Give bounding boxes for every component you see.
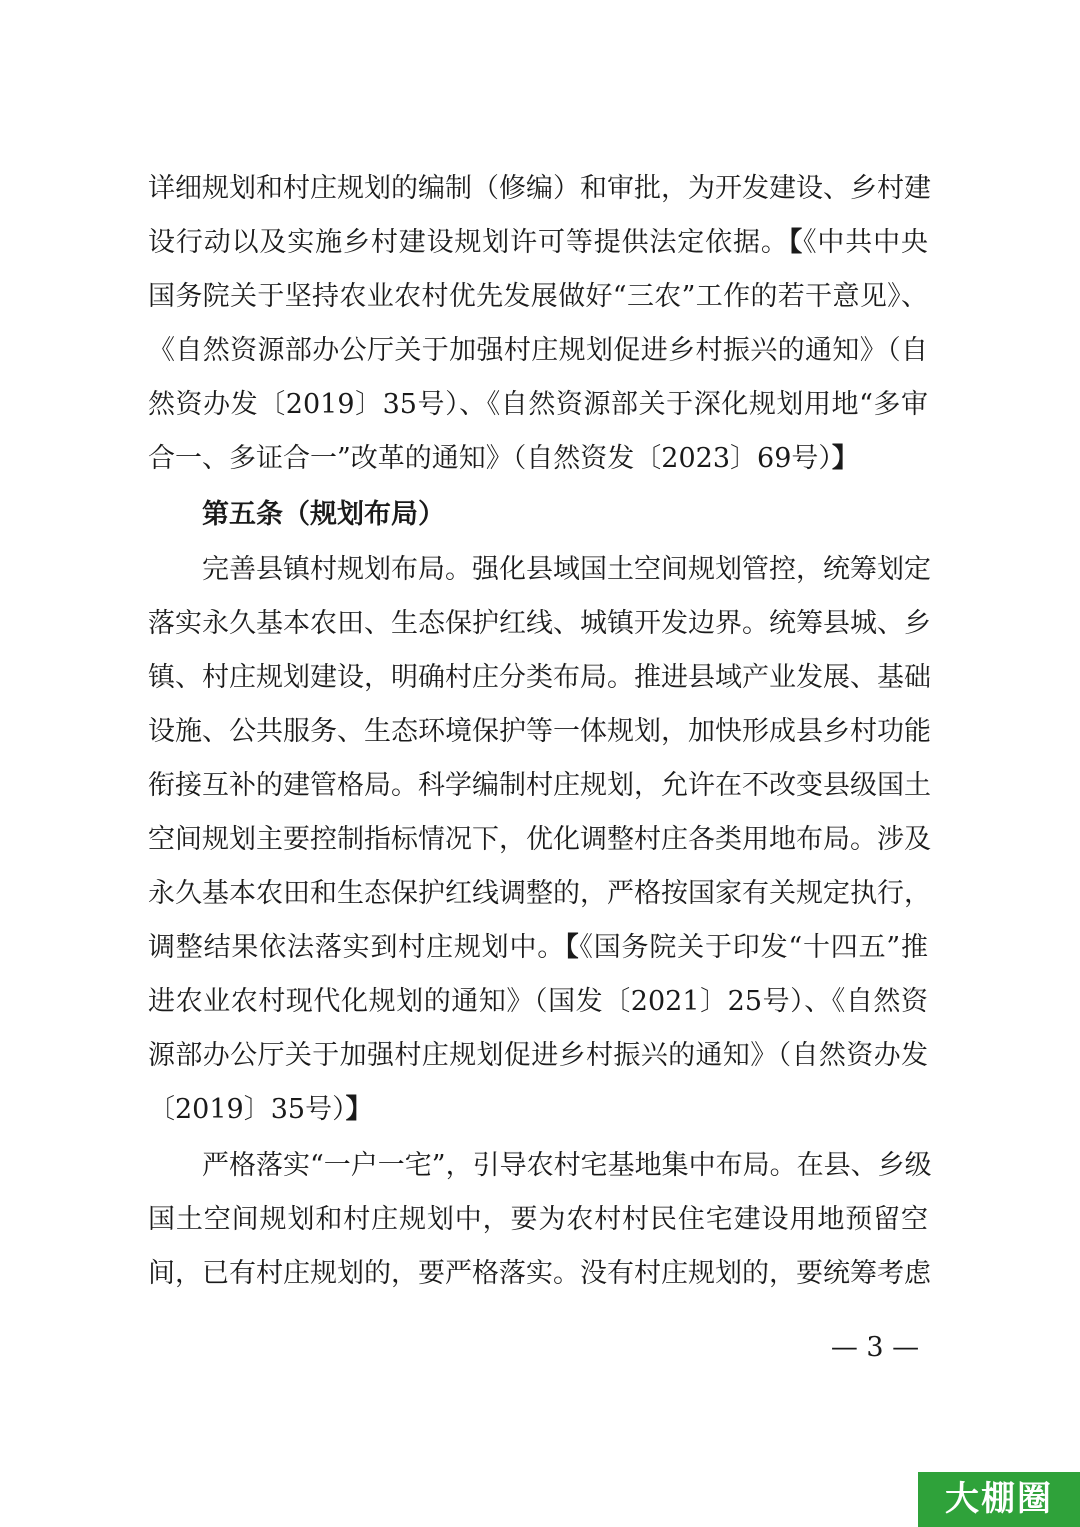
body-line: 进农业农村现代化规划的通知》（国发〔2021〕25号）、《自然资 — [148, 986, 928, 1017]
text-run: 调整结果依法落实到村庄规划中。 — [148, 932, 566, 963]
body-line: 《自然资源部办公厅关于加强村庄规划促进乡村振兴的通知》（自 — [148, 335, 928, 366]
text-run: 设行动以及实施乡村建设规划许可等提供法定依据。 — [148, 227, 789, 258]
body-line: 间，已有村庄规划的，要严格落实。没有村庄规划的，要统筹考虑 — [148, 1258, 931, 1289]
text-run: 〔2019〕35号） — [148, 1094, 346, 1125]
body-line: 详细规划和村庄规划的编制（修编）和审批，为开发建设、乡村建 — [148, 173, 931, 204]
body-line: 设施、公共服务、生态环境保护等一体规划，加快形成县乡村功能 — [148, 716, 931, 747]
body-line: 严格落实“一户一宅”，引导农村宅基地集中布局。在县、乡级 — [202, 1150, 932, 1181]
body-line — [148, 216, 928, 270]
watermark-logo: 大棚圈 — [918, 1472, 1080, 1527]
body-line — [148, 1083, 928, 1137]
citation-start: 《中共中央 — [803, 227, 929, 258]
article-heading: 第五条（规划布局） — [202, 499, 445, 530]
body-line: 源部办公厅关于加强村庄规划促进乡村振兴的通知》（自然资办发 — [148, 1040, 928, 1071]
body-line: 国土空间规划和村庄规划中，要为农村村民住宅建设用地预留空 — [148, 1204, 928, 1235]
body-line: 空间规划主要控制指标情况下，优化调整村庄各类用地布局。涉及 — [148, 824, 931, 855]
body-line — [148, 432, 928, 486]
body-line: 镇、村庄规划建设，明确村庄分类布局。推进县域产业发展、基础 — [148, 662, 931, 693]
text-run: 合一、多证合一”改革的通知》（自然资发〔2023〕69号） — [148, 443, 832, 474]
bracket-open: 【 — [788, 227, 804, 258]
body-line: 衔接互补的建管格局。科学编制村庄规划，允许在不改变县级国土 — [148, 770, 931, 801]
body-line: 完善县镇村规划布局。强化县域国土空间规划管控，统筹划定 — [202, 554, 931, 585]
body-line: 然资办发〔2019〕35号）、《自然资源部关于深化规划用地“多审 — [148, 389, 928, 420]
body-line — [148, 921, 928, 975]
body-line: 落实永久基本农田、生态保护红线、城镇开发边界。统筹县城、乡 — [148, 608, 931, 639]
body-line: 国务院关于坚持农业农村优先发展做好“三农”工作的若干意见》、 — [148, 281, 928, 312]
bracket-close: 】 — [831, 443, 859, 474]
bracket-close: 】 — [345, 1094, 373, 1125]
page-number: — 3 — — [830, 1332, 920, 1363]
bracket-open: 【 — [565, 932, 580, 963]
citation-start: 《国务院关于印发“十四五”推 — [579, 932, 929, 963]
body-line: 永久基本农田和生态保护红线调整的，严格按国家有关规定执行， — [148, 878, 931, 909]
